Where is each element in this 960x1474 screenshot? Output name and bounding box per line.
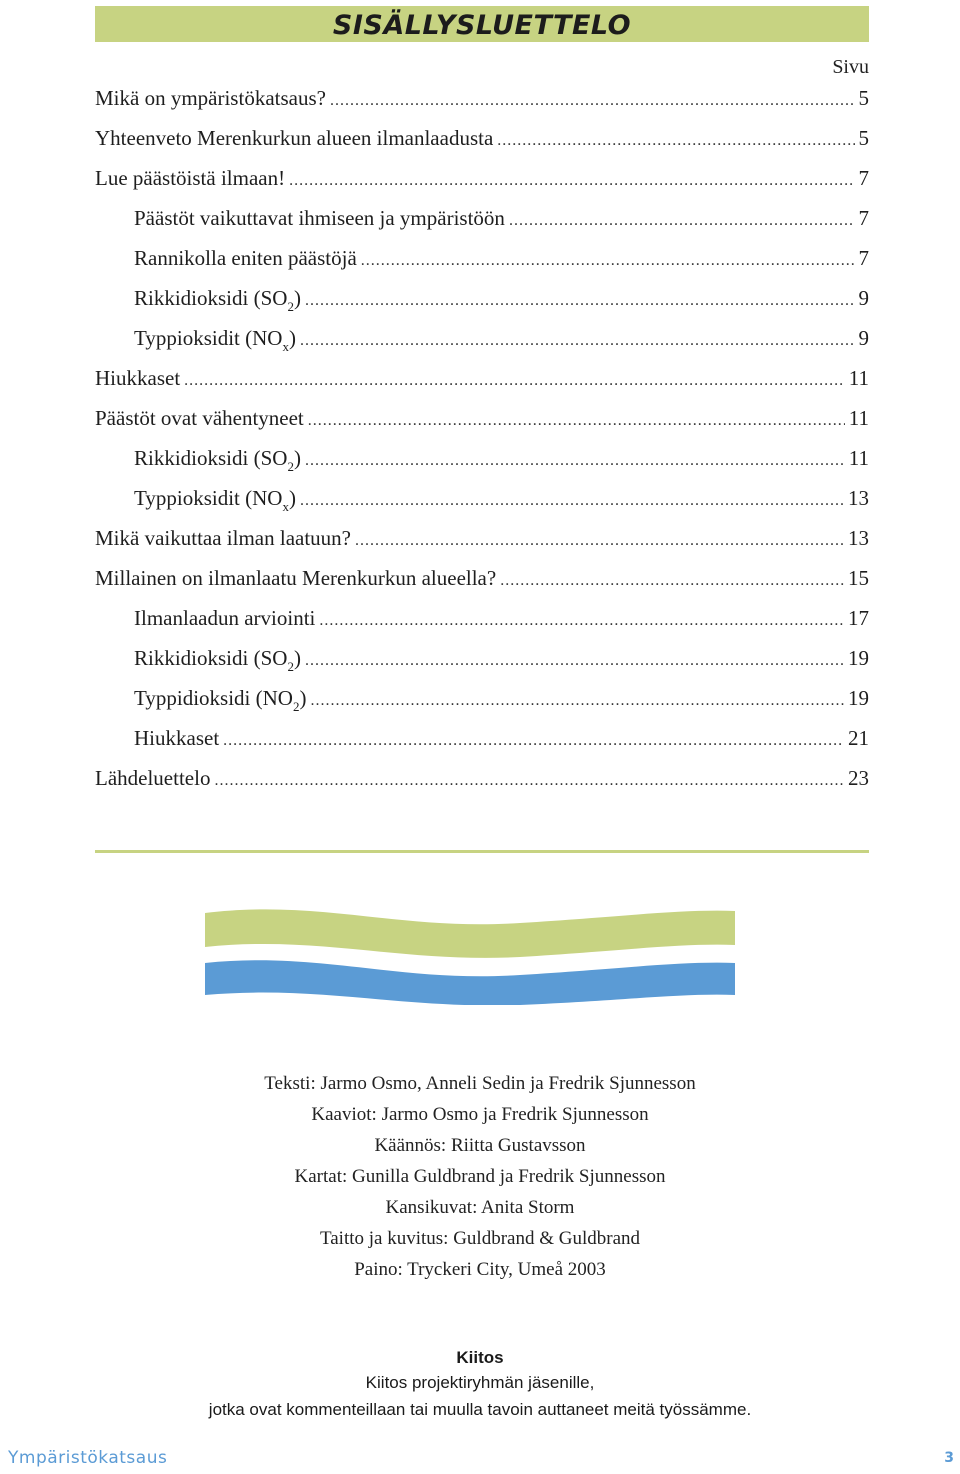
toc-entry: [134, 286, 869, 316]
toc-entry-label: Lähdeluettelo: [95, 766, 211, 790]
toc-page-number: 5: [858, 126, 869, 150]
toc-entry: [134, 246, 869, 276]
dot-leader: [300, 332, 855, 350]
blue-wave: [205, 960, 735, 1005]
toc-entry-label: Päästöt ovat vähentyneet: [95, 406, 304, 430]
toc-entry-label: Lue päästöistä ilmaan!: [95, 166, 286, 190]
toc-entry-label: Hiukkaset: [134, 726, 220, 750]
toc-page-number: 21: [848, 726, 869, 750]
dot-leader: [330, 92, 855, 110]
toc-entry-label: Typpioksidit $(NO_x)$: [134, 486, 296, 514]
toc-entry: [134, 206, 869, 236]
credit-line: Kaaviot: Jarmo Osmo ja Fredrik Sjunnesson: [311, 1104, 649, 1125]
dot-leader: [305, 452, 845, 470]
title-bar: [95, 6, 869, 42]
toc-entry-label: Rikkidioksidi $(SO_2)$: [134, 446, 301, 474]
toc-page-number: 13: [848, 486, 869, 510]
toc-page-number: 11: [848, 406, 869, 430]
thanks-line: jotka ovat kommenteillaan tai muulla tavoin auttaneet meitä työssämme.: [208, 1400, 752, 1419]
toc-page-number: 7: [858, 166, 869, 190]
credit-line: Teksti: Jarmo Osmo, Anneli Sedin ja Fredrik Sjunnesson: [264, 1073, 696, 1094]
toc-entry-label: Hiukkaset: [95, 366, 181, 390]
toc-page-number: 9: [858, 326, 869, 350]
toc-entry: [95, 766, 869, 796]
dot-leader: [497, 132, 854, 150]
toc-entry: [95, 526, 869, 556]
dot-leader: [509, 212, 855, 230]
dot-leader: [361, 252, 855, 270]
dot-leader: [310, 692, 844, 710]
thanks-heading: Kiitos: [456, 1348, 504, 1367]
dot-leader: [184, 372, 845, 390]
toc-page-number: 11: [848, 366, 869, 390]
separator-line: [95, 850, 869, 853]
toc-entry: [134, 486, 869, 516]
dot-leader: [214, 772, 844, 790]
toc-entry-label: Rikkidioksidi $(SO_2)$: [134, 646, 301, 674]
wave-decoration: [200, 905, 740, 1005]
toc-entry: [95, 166, 869, 196]
credit-line: Kansikuvat: Anita Storm: [385, 1197, 575, 1218]
credits-block: [0, 1070, 960, 1287]
toc-page-number: 15: [848, 566, 869, 590]
thanks-line: Kiitos projektiryhmän jäsenille,: [365, 1373, 595, 1392]
toc-entry-label: Päästöt vaikuttavat ihmiseen ja ympäristöön: [134, 206, 505, 230]
toc-entry: [95, 126, 869, 156]
dot-leader: [300, 492, 844, 510]
toc-page-number: 17: [848, 606, 869, 630]
page-title: SISÄLLYSLUETTELO: [332, 10, 632, 41]
toc-page-number: 9: [858, 286, 869, 310]
thanks-block: [0, 1348, 960, 1427]
toc-entry: [95, 566, 869, 596]
toc-entry-label: Rikkidioksidi $(SO_2)$: [134, 286, 301, 314]
toc-page-number: 23: [848, 766, 869, 790]
toc-page-number: 11: [848, 446, 869, 470]
toc-entry: [95, 86, 869, 116]
toc-entry: [134, 686, 869, 716]
credit-line: Taitto ja kuvitus: Guldbrand & Guldbrand: [319, 1228, 641, 1249]
dot-leader: [305, 652, 844, 670]
toc-page-number: 7: [858, 246, 869, 270]
toc-page-number: 5: [858, 86, 869, 110]
toc-entry: [134, 646, 869, 676]
toc-page-number: 13: [848, 526, 869, 550]
toc-entry: [95, 406, 869, 436]
toc-entry-label: Mikä vaikuttaa ilman laatuun?: [95, 526, 351, 550]
credit-line: Paino: Tryckeri City, Umeå 2003: [354, 1259, 606, 1280]
toc-page-number: 19: [848, 686, 869, 710]
toc-page-number: 19: [848, 646, 869, 670]
toc-entry: [95, 366, 869, 396]
toc-entry-label: Ilmanlaadun arviointi: [134, 606, 316, 630]
toc-entry-label: Rannikolla eniten päästöjä: [134, 246, 357, 270]
toc-entry: [134, 326, 869, 356]
credit-line: Kartat: Gunilla Guldbrand ja Fredrik Sjunnesson: [294, 1166, 666, 1187]
toc-entry-label: Typpidioksidi $(NO_2)$: [134, 686, 307, 714]
toc-entry: [134, 446, 869, 476]
toc-entry-label: Yhteenveto Merenkurkun alueen ilmanlaadusta: [95, 126, 494, 150]
dot-leader: [308, 412, 845, 430]
toc-entry: [134, 726, 869, 756]
publication-name: Ympäristökatsaus: [8, 1448, 168, 1468]
toc-entry-label: Mikä on ympäristökatsaus?: [95, 86, 326, 110]
toc-page-number: 7: [858, 206, 869, 230]
page-number: 3: [944, 1450, 954, 1466]
toc-entry: [134, 606, 869, 636]
dot-leader: [289, 172, 854, 190]
dot-leader: [500, 572, 844, 590]
page-column-label: Sivu: [832, 56, 869, 78]
dot-leader: [223, 732, 844, 750]
toc-entry-label: Millainen on ilmanlaatu Merenkurkun alueella?: [95, 566, 497, 590]
dot-leader: [355, 532, 844, 550]
dot-leader: [319, 612, 844, 630]
credit-line: Käännös: Riitta Gustavsson: [374, 1135, 586, 1156]
green-wave: [205, 909, 735, 957]
dot-leader: [305, 292, 855, 310]
toc-entry-label: Typpioksidit $(NO_x)$: [134, 326, 296, 354]
